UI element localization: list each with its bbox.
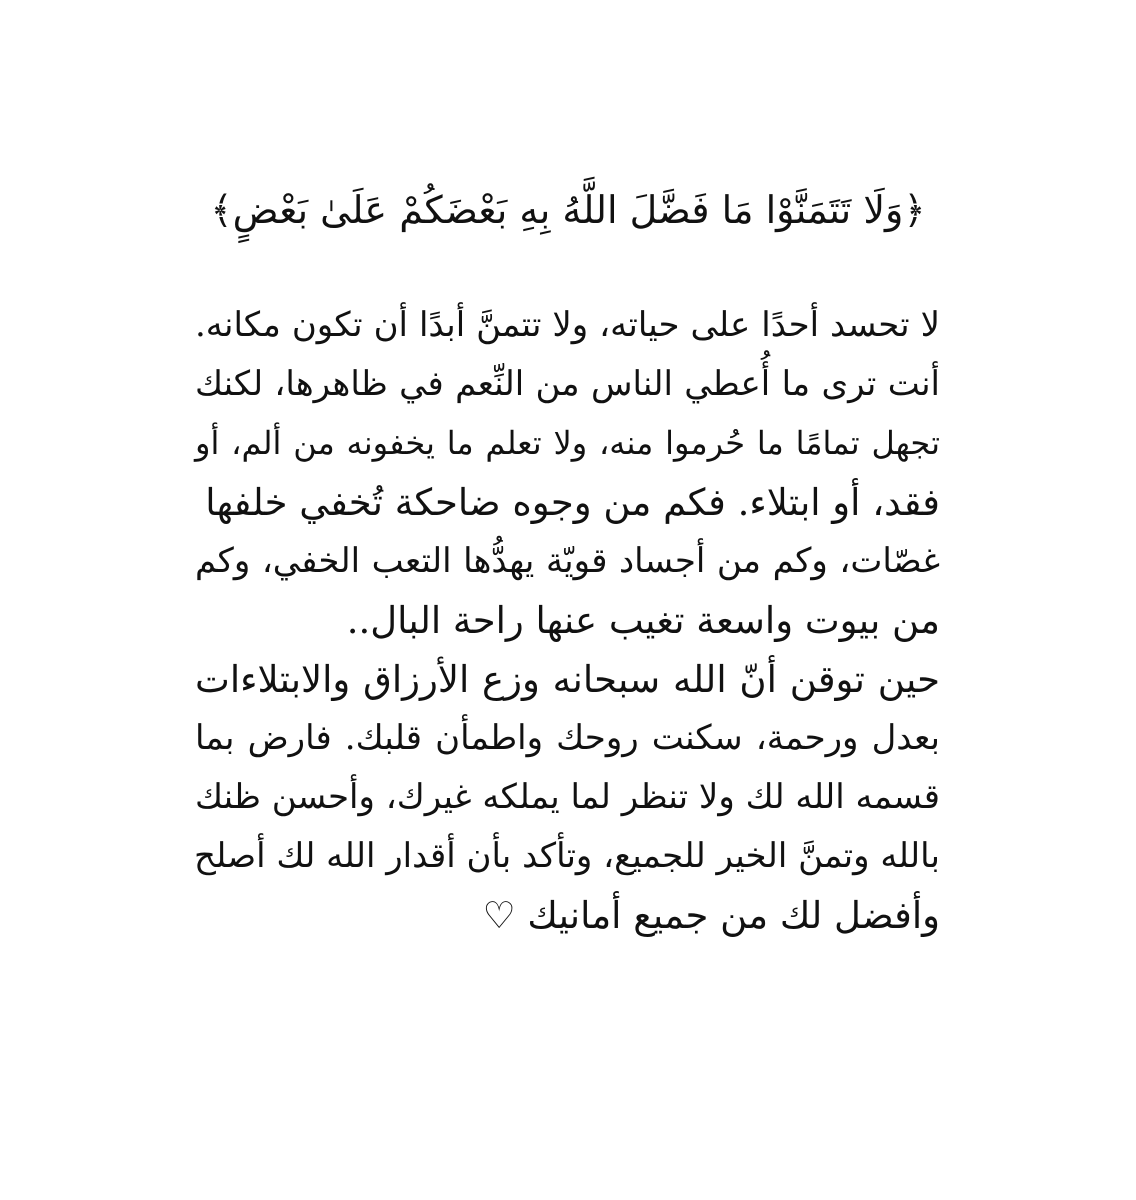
text-line: بعدل ورحمة، سكنت روحك واطمأن قلبك. فارض بما [195,718,940,758]
text-line: من بيوت واسعة تغيب عنها راحة البال.. [346,599,940,642]
text-line: بالله وتمنَّ الخير للجميع، وتأكد بأن أقدار الله لك أصلح [194,836,940,876]
text-line: غصّات، وكم من أجساد قويّة يهدُّها التعب الخفي، وكم [195,541,940,581]
text-line: لا تحسد أحدًا على حياته، ولا تتمنَّ أبدًا أن تكون مكانه. [195,305,940,345]
text-line: تجهل تمامًا ما حُرموا منه، ولا تعلم ما يخفونه من ألم، أو [195,424,940,462]
quran-verse-heading: ﴿وَلَا تَتَمَنَّوْا مَا فَضَّلَ اللَّهُ بِهِ بَعْضَكُمْ عَلَىٰ بَعْضٍ﴾ [210,188,926,232]
text-line: حين توقن أنّ الله سبحانه وزع الأرزاق والابتلاءات [195,658,940,701]
body-paragraph [195,296,940,945]
text-line: فقد، أو ابتلاء. فكم من وجوه ضاحكة تُخفي خلفها [205,481,940,524]
text-line: أنت ترى ما أُعطي الناس من النِّعم في ظاهرها، لكنك [195,364,940,404]
text-line: قسمه الله لك ولا تنظر لما يملكه غيرك، وأحسن ظنك [195,777,940,817]
text-line: وأفضل لك من جميع أمانيك ♡ [482,894,940,937]
